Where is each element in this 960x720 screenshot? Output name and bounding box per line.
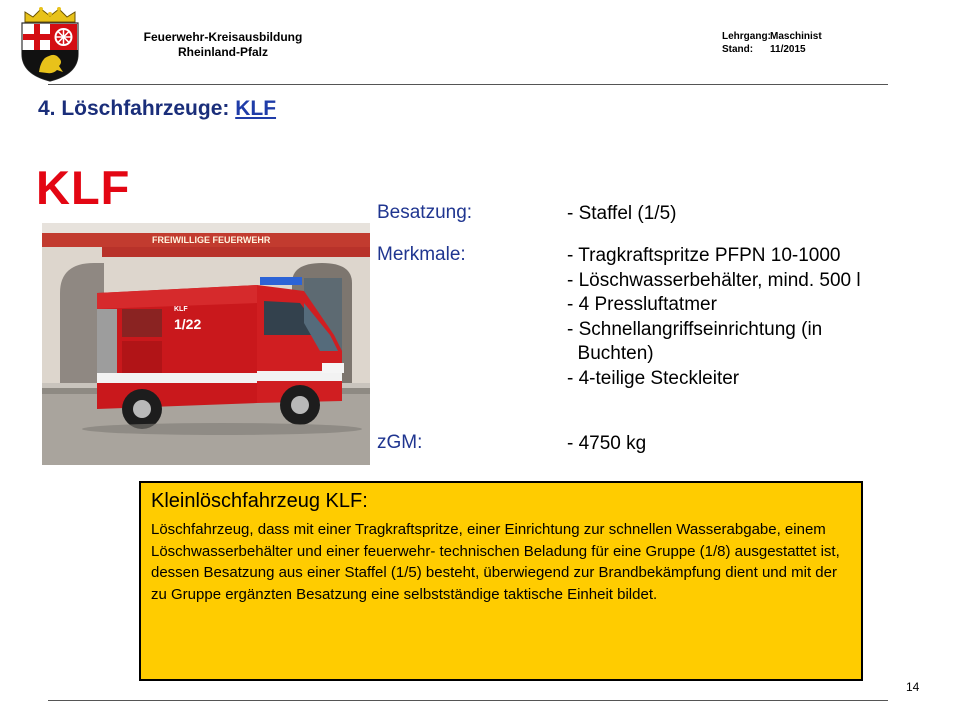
spec-value: - 4750 kg — [567, 433, 647, 454]
definition-box — [139, 481, 863, 681]
section-heading-prefix: 4. Löschfahrzeuge: — [38, 97, 236, 120]
document-meta — [722, 30, 822, 56]
organization-name — [118, 30, 328, 60]
course-value: Maschinist — [770, 31, 822, 42]
course-label: Lehrgang: — [722, 31, 771, 42]
spec-label: Merkmale: — [377, 244, 466, 265]
organization-line-2: Rheinland-Pfalz — [177, 45, 268, 59]
spec-value: - Löschwasserbehälter, mind. 500 l — [567, 269, 861, 291]
organization-line-1: Feuerwehr-Kreisausbildung — [143, 30, 303, 44]
page-number: 14 — [906, 680, 920, 694]
building-sign-text: FREIWILLIGE FEUERWEHR — [152, 235, 271, 245]
spec-label: zGM: — [377, 432, 423, 453]
spec-value: - Staffel (1/5) — [567, 203, 677, 224]
status-label: Stand: — [722, 44, 754, 55]
vehicle-photo — [42, 223, 370, 465]
spec-value: - Tragkraftspritze PFPN 10-1000 — [567, 245, 841, 266]
section-heading-link[interactable]: KLF — [235, 97, 277, 120]
spec-value: - 4-teilige Steckleiter — [567, 367, 740, 389]
definition-title: Kleinlöschfahrzeug KLF: — [151, 490, 368, 512]
spec-value: - 4 Pressluftatmer — [567, 294, 717, 315]
page-title: KLF — [36, 161, 131, 214]
coat-of-arms-icon — [17, 6, 83, 82]
section-heading — [38, 97, 276, 121]
vehicle-label-text: KLF — [174, 306, 188, 313]
spec-value: - Schnellangriffseinrichtung (in — [567, 318, 823, 340]
status-value: 11/2015 — [770, 44, 806, 55]
spec-value: Buchten) — [567, 343, 654, 364]
footer-divider — [48, 700, 888, 701]
spec-label: Besatzung: — [377, 202, 473, 223]
header-divider — [48, 84, 888, 85]
definition-text: Löschfahrzeug, dass mit einer Tragkraftspritze, einer Einrichtung zur schnellen Wasserabgabe, einem Löschwasserbehälter und einer feuerwehr- technischen Beladung für eine Gruppe (1/8) ausgestattet ist, dessen Besatzung aus einer Staffel (1/5) besteht, überwiegend zur Brandbekämpfung dient und mit der zu Gruppe ergänzten Besatzung eine selbstständige taktische Einheit bildet. — [151, 521, 840, 603]
vehicle-number-text: 1/22 — [174, 316, 202, 332]
